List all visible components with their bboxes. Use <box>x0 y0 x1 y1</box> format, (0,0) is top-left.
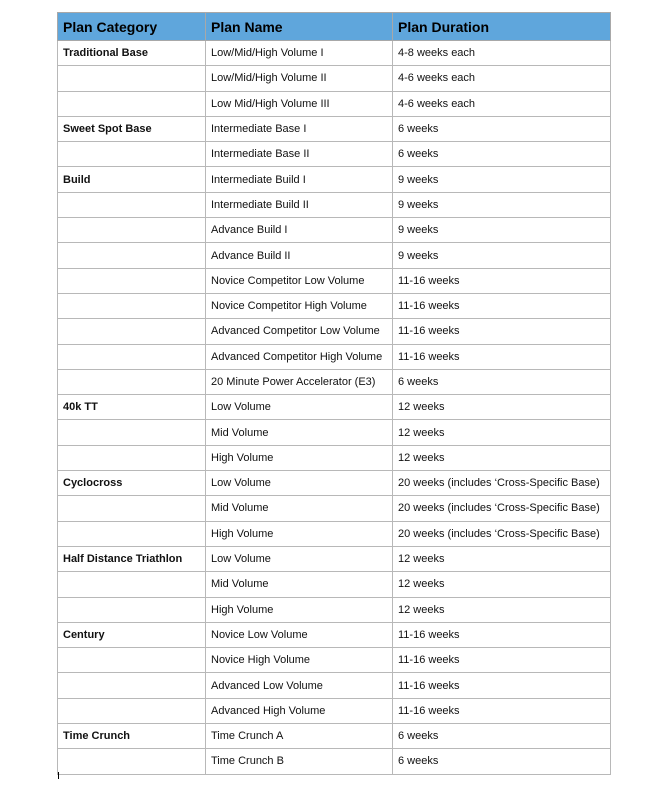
plan-category-cell <box>58 268 206 293</box>
plan-category-cell: Build <box>58 167 206 192</box>
plan-name-cell: Novice High Volume <box>206 648 393 673</box>
table-row <box>58 167 611 192</box>
plan-name-cell: High Volume <box>206 445 393 470</box>
plan-category-cell <box>58 293 206 318</box>
table-row <box>58 293 611 318</box>
plan-duration-cell: 12 weeks <box>393 420 611 445</box>
plan-category-cell <box>58 319 206 344</box>
plan-category-cell: Half Distance Triathlon <box>58 546 206 571</box>
plan-name-cell: Intermediate Base II <box>206 142 393 167</box>
plan-name-cell: Intermediate Build I <box>206 167 393 192</box>
plan-category-cell <box>58 91 206 116</box>
plan-duration-cell: 6 weeks <box>393 116 611 141</box>
table-row <box>58 648 611 673</box>
plan-duration-cell: 11-16 weeks <box>393 698 611 723</box>
plan-name-cell: Intermediate Base I <box>206 116 393 141</box>
plan-category-cell <box>58 749 206 774</box>
plan-duration-cell: 6 weeks <box>393 749 611 774</box>
plan-category-cell: 40k TT <box>58 395 206 420</box>
table-body <box>58 41 611 775</box>
plan-name-cell: Low Volume <box>206 471 393 496</box>
plan-duration-cell: 11-16 weeks <box>393 673 611 698</box>
plan-name-cell: Low/Mid/High Volume II <box>206 66 393 91</box>
plan-duration-cell: 12 weeks <box>393 572 611 597</box>
plan-category-cell: Sweet Spot Base <box>58 116 206 141</box>
table-row <box>58 496 611 521</box>
plan-duration-cell: 20 weeks (includes ‘Cross-Specific Base) <box>393 471 611 496</box>
table-row <box>58 698 611 723</box>
table-row <box>58 471 611 496</box>
plan-duration-cell: 11-16 weeks <box>393 622 611 647</box>
plan-name-cell: Mid Volume <box>206 572 393 597</box>
plan-duration-cell: 6 weeks <box>393 142 611 167</box>
table-row <box>58 749 611 774</box>
table-row <box>58 319 611 344</box>
table-row <box>58 572 611 597</box>
plan-name-cell: Novice Competitor High Volume <box>206 293 393 318</box>
plan-name-cell: Low Volume <box>206 546 393 571</box>
plan-category-cell <box>58 597 206 622</box>
plan-name-cell: Intermediate Build II <box>206 192 393 217</box>
table-row <box>58 243 611 268</box>
table-row <box>58 192 611 217</box>
table-row <box>58 66 611 91</box>
table-row <box>58 268 611 293</box>
plan-duration-cell: 12 weeks <box>393 546 611 571</box>
plan-duration-cell: 12 weeks <box>393 597 611 622</box>
table-row <box>58 724 611 749</box>
plan-category-cell: Traditional Base <box>58 41 206 66</box>
plan-category-cell <box>58 572 206 597</box>
plan-duration-cell: 11-16 weeks <box>393 319 611 344</box>
plan-name-cell: Time Crunch B <box>206 749 393 774</box>
table-row <box>58 395 611 420</box>
plan-category-cell <box>58 66 206 91</box>
plan-name-cell: High Volume <box>206 521 393 546</box>
plan-category-cell <box>58 369 206 394</box>
plan-name-cell: Low Mid/High Volume III <box>206 91 393 116</box>
table-row <box>58 445 611 470</box>
plans-table-container <box>57 12 610 775</box>
table-row <box>58 91 611 116</box>
plan-name-cell: Low Volume <box>206 395 393 420</box>
plan-duration-cell: 20 weeks (includes ‘Cross-Specific Base) <box>393 521 611 546</box>
table-row <box>58 420 611 445</box>
table-row <box>58 344 611 369</box>
plan-category-cell <box>58 420 206 445</box>
plan-category-cell: Cyclocross <box>58 471 206 496</box>
plan-category-cell <box>58 496 206 521</box>
plan-name-cell: Advance Build II <box>206 243 393 268</box>
plan-duration-cell: 9 weeks <box>393 243 611 268</box>
plan-name-cell: High Volume <box>206 597 393 622</box>
plan-name-cell: Novice Low Volume <box>206 622 393 647</box>
header-plan-category: Plan Category <box>58 13 206 41</box>
plan-category-cell: Century <box>58 622 206 647</box>
table-row <box>58 546 611 571</box>
plan-duration-cell: 4-6 weeks each <box>393 91 611 116</box>
table-row <box>58 597 611 622</box>
plan-name-cell: Advance Build I <box>206 218 393 243</box>
plan-duration-cell: 6 weeks <box>393 724 611 749</box>
plan-duration-cell: 6 weeks <box>393 369 611 394</box>
table-row <box>58 673 611 698</box>
header-plan-name: Plan Name <box>206 13 393 41</box>
table-row <box>58 41 611 66</box>
plan-duration-cell: 4-8 weeks each <box>393 41 611 66</box>
plan-name-cell: 20 Minute Power Accelerator (E3) <box>206 369 393 394</box>
plan-category-cell <box>58 445 206 470</box>
table-header <box>58 13 611 41</box>
plan-duration-cell: 11-16 weeks <box>393 293 611 318</box>
plan-name-cell: Mid Volume <box>206 420 393 445</box>
plan-name-cell: Low/Mid/High Volume I <box>206 41 393 66</box>
plan-name-cell: Advanced High Volume <box>206 698 393 723</box>
plan-duration-cell: 11-16 weeks <box>393 648 611 673</box>
table-row <box>58 622 611 647</box>
plan-name-cell: Advanced Competitor Low Volume <box>206 319 393 344</box>
plan-duration-cell: 11-16 weeks <box>393 268 611 293</box>
table-row <box>58 521 611 546</box>
plan-name-cell: Advanced Competitor High Volume <box>206 344 393 369</box>
plan-duration-cell: 11-16 weeks <box>393 344 611 369</box>
plan-name-cell: Mid Volume <box>206 496 393 521</box>
plan-name-cell: Time Crunch A <box>206 724 393 749</box>
table-row <box>58 369 611 394</box>
table-row <box>58 142 611 167</box>
plan-category-cell <box>58 648 206 673</box>
table-row <box>58 116 611 141</box>
plan-duration-cell: 9 weeks <box>393 167 611 192</box>
plan-category-cell <box>58 344 206 369</box>
training-plans-table <box>57 12 611 775</box>
plan-category-cell <box>58 698 206 723</box>
header-row <box>58 13 611 41</box>
header-plan-duration: Plan Duration <box>393 13 611 41</box>
plan-name-cell: Advanced Low Volume <box>206 673 393 698</box>
plan-duration-cell: 4-6 weeks each <box>393 66 611 91</box>
plan-category-cell <box>58 673 206 698</box>
plan-duration-cell: 20 weeks (includes ‘Cross-Specific Base) <box>393 496 611 521</box>
plan-duration-cell: 9 weeks <box>393 192 611 217</box>
text-cursor <box>58 772 59 779</box>
plan-duration-cell: 12 weeks <box>393 445 611 470</box>
plan-category-cell <box>58 142 206 167</box>
plan-name-cell: Novice Competitor Low Volume <box>206 268 393 293</box>
plan-category-cell <box>58 192 206 217</box>
plan-category-cell <box>58 218 206 243</box>
plan-category-cell <box>58 243 206 268</box>
plan-category-cell <box>58 521 206 546</box>
plan-duration-cell: 9 weeks <box>393 218 611 243</box>
plan-duration-cell: 12 weeks <box>393 395 611 420</box>
table-row <box>58 218 611 243</box>
plan-category-cell: Time Crunch <box>58 724 206 749</box>
